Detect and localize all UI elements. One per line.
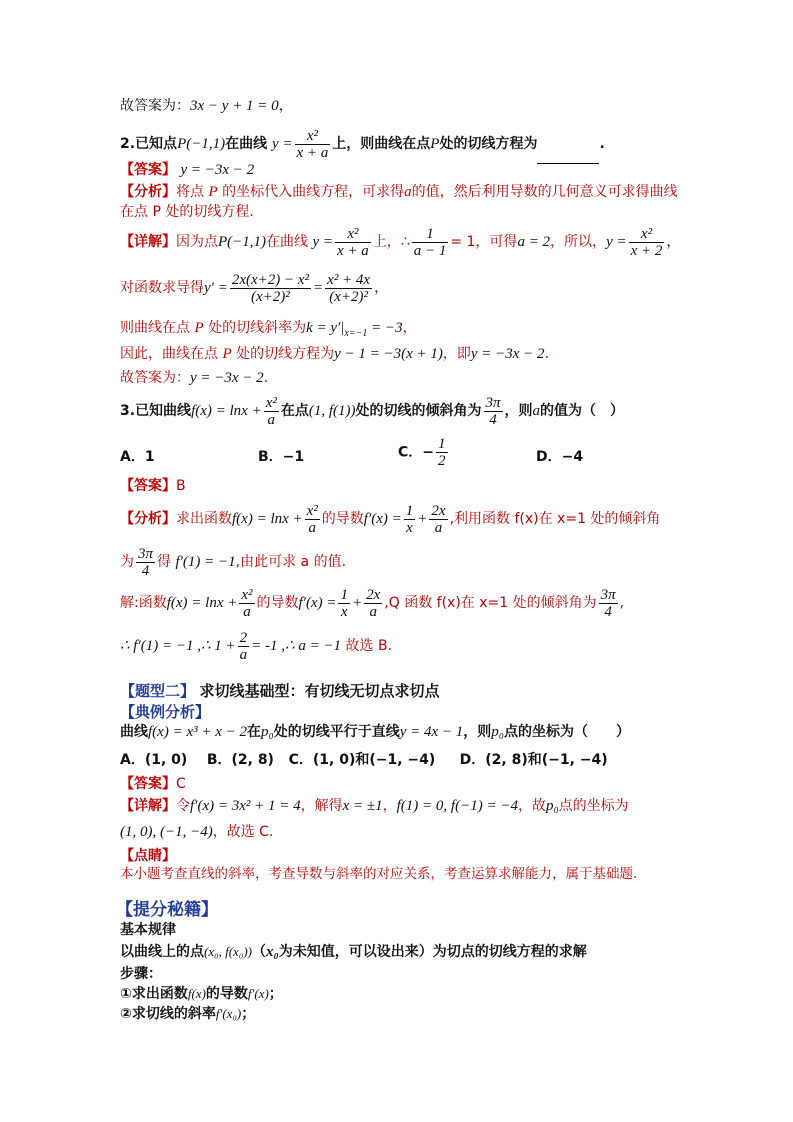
type2-answer: [120, 774, 186, 794]
text: 因为点: [176, 234, 218, 250]
detail-tag: 【详解】: [120, 798, 176, 814]
fraction: [230, 272, 311, 305]
text: ，即: [442, 346, 471, 362]
q2-answer: [120, 160, 254, 180]
text: ；: [241, 1006, 256, 1022]
math: ∴ f′(1) = −1 ,∴ 1 +: [120, 638, 236, 654]
analysis-tag: 【分析】: [120, 184, 176, 200]
numerator: 1: [340, 586, 348, 603]
numerator: 3π: [485, 394, 501, 411]
answer-blank: [537, 149, 599, 164]
math: f′(x) = 3x² + 1 = 4: [190, 798, 301, 814]
option-c: C．(1, 0)和(−1, −4): [288, 752, 436, 768]
option-a: A．(1, 0): [120, 752, 188, 768]
comment-text: [120, 864, 637, 884]
answer-value: C: [176, 776, 186, 792]
q2-detail-3: 则曲线在点 P 处的切线斜率为$k = y'|_{x=-1} = -3$，: [120, 320, 417, 339]
text: 本小题考查直线的斜率，考查导数与斜率的对应关系，考查运算求解能力，属于基础题.: [120, 866, 638, 882]
prev-answer-line: [120, 96, 293, 116]
math: y =: [312, 234, 334, 250]
numerator: x² + 4x: [327, 271, 371, 288]
rule-step-2: [120, 1004, 255, 1024]
fraction: [338, 587, 350, 620]
text: 步骤：: [120, 966, 162, 982]
option-d: D．(2, 8)和(−1, −4): [459, 752, 608, 768]
q2-analysis-2: [120, 202, 254, 222]
text: 的导数: [321, 511, 364, 527]
q2-analysis-1: 【分析】将点 P 的坐标代入曲线方程，可求得a的值，然后利用导数的几何意义可求得曲线: [120, 184, 678, 200]
math: f′(x): [247, 986, 269, 1001]
math: P(−1,1): [177, 136, 226, 152]
text: 上，则曲线在点: [332, 136, 431, 152]
text: （: [252, 944, 267, 960]
text: ，: [278, 98, 293, 114]
text: 已知点: [135, 136, 178, 152]
math: f(x) = lnx +: [191, 403, 262, 419]
text: C．−: [398, 444, 435, 461]
option-d: D．−4: [536, 449, 584, 465]
text: 的值为（ ）: [540, 403, 625, 419]
text: 为: [120, 554, 134, 570]
answer-tag: 【答案】: [120, 776, 176, 792]
rule-step-1: [120, 984, 283, 1004]
fraction: [629, 226, 665, 259]
numerator: x²: [295, 128, 331, 145]
text: 的坐标代入曲线方程，可求得: [222, 184, 405, 200]
fraction: [335, 226, 371, 259]
math: y = −3x − 2: [190, 370, 264, 386]
rule-title: [120, 920, 176, 940]
math: x=−1: [344, 327, 368, 339]
text: ，故: [517, 798, 546, 814]
text: ，所以，: [550, 234, 607, 250]
numerator: 3π: [138, 545, 154, 562]
q2-detail-1: [120, 222, 680, 262]
text: 处的切线方程为: [236, 346, 335, 362]
denominator: 4: [489, 411, 497, 428]
math: y = 4x − 1: [399, 724, 464, 740]
denominator: x: [406, 519, 413, 536]
text: 上，∴: [372, 234, 410, 250]
detail-tag: 【详解】: [120, 234, 176, 250]
answer-tag: 【答案】: [120, 162, 176, 178]
q3-analysis-2: [120, 542, 346, 582]
answer-value: B: [176, 478, 186, 494]
math: +: [417, 511, 428, 527]
fraction: [364, 587, 382, 620]
text: 在点: [280, 403, 309, 419]
question-number: 2.: [120, 136, 136, 152]
numerator: 2: [239, 629, 248, 646]
text: 因此，曲线在点: [120, 346, 218, 362]
answer-tag: 【答案】: [120, 478, 176, 494]
text: 在: [247, 724, 261, 740]
q3-analysis-1: [120, 498, 660, 540]
math: x = ±1: [342, 798, 383, 814]
math: P: [430, 136, 440, 152]
text: 为未知值，可以设出来）为切点的切线方程的求解: [278, 944, 587, 960]
fraction: [264, 395, 279, 428]
text: ,利用函数 f(x)在 x=1 处的倾斜角: [449, 511, 661, 527]
question-2: [120, 124, 605, 164]
numerator: 1: [438, 436, 446, 452]
text: ，则: [504, 403, 533, 419]
type2-question: [120, 722, 630, 742]
secret-heading: [116, 900, 218, 921]
text: 故答案为：: [120, 370, 190, 386]
math: y′ =: [204, 280, 228, 296]
math: f′(1) = −1: [175, 554, 236, 570]
denominator: a: [434, 519, 443, 536]
text: ，: [374, 280, 389, 296]
fraction: [305, 503, 320, 536]
type2-detail-2: [120, 822, 273, 842]
option-a: A．1: [120, 449, 155, 465]
math: (x₀, f(x₀)): [204, 944, 253, 959]
text: 已知曲线: [135, 403, 192, 419]
option-b: B．−1: [258, 449, 305, 465]
numerator: 2x: [366, 586, 381, 603]
analysis-tag: 【分析】: [120, 511, 176, 527]
math: f(x) = x³ + x − 2: [148, 724, 247, 740]
question-number: 3.: [120, 403, 136, 419]
math: = −3: [367, 320, 403, 336]
text: 故答案为：: [120, 98, 190, 114]
math: P(−1,1): [218, 234, 267, 250]
text: 曲线: [120, 724, 148, 740]
type2-detail-1: [120, 796, 629, 816]
text: 得: [157, 554, 172, 570]
math: =: [313, 280, 324, 296]
text: 的导数: [256, 595, 299, 611]
text: 在点 P 处的切线方程.: [120, 204, 254, 220]
text: 基本规律: [120, 922, 176, 938]
math: f(x) = lnx +: [166, 595, 238, 611]
fraction: [136, 546, 155, 579]
text: 令: [176, 798, 190, 814]
numerator: 1: [412, 226, 449, 243]
text: ，故选 C.: [212, 824, 274, 840]
text: ；: [268, 986, 283, 1002]
numerator: 3π: [600, 586, 616, 603]
question-3: [120, 390, 624, 432]
text: 求出函数: [176, 511, 232, 527]
math: x₀: [266, 944, 279, 960]
text: 则曲线在点: [120, 320, 190, 336]
text: ,: [619, 595, 625, 611]
fraction: [436, 436, 448, 469]
text: ,Q 函数 f(x)在 x=1 处的倾斜角为: [384, 595, 597, 611]
text: 处的切线方程为: [439, 136, 538, 152]
denominator: 4: [141, 562, 150, 579]
comment-heading: [120, 846, 176, 866]
denominator: a: [267, 411, 276, 428]
text: 的导数: [205, 986, 248, 1002]
math: +: [351, 595, 363, 611]
text: ,由此可求 a 的值.: [235, 554, 347, 570]
option-c: [398, 436, 450, 469]
typical-tag: 【典例分析】: [120, 703, 211, 721]
type2-options: [120, 750, 608, 770]
text: 处的切线平行于直线: [273, 724, 400, 740]
typical-analysis-heading: [120, 702, 210, 723]
text: 处的切线的倾斜角为: [355, 403, 482, 419]
fraction: [484, 395, 503, 428]
comment-tag: 【点睛】: [120, 848, 176, 864]
denominator: 2: [438, 453, 446, 469]
text: 点的坐标为: [558, 798, 629, 814]
text: 在曲线: [225, 136, 268, 152]
text: ，解得: [300, 798, 343, 814]
text: 点的坐标为（ ）: [504, 724, 630, 740]
fraction: [412, 226, 449, 259]
text: 处的切线斜率为: [208, 320, 307, 336]
text: ，: [382, 798, 397, 814]
math: y =: [271, 136, 293, 152]
denominator: a: [308, 519, 316, 536]
section-title: 求切线基础型：有切线无切点求切点: [199, 682, 440, 700]
numerator: x²: [335, 226, 371, 243]
math: f(x): [187, 986, 206, 1001]
text: .: [263, 370, 269, 386]
section-heading-type2: [120, 681, 439, 702]
q3-answer: [120, 476, 186, 496]
fraction: [325, 272, 372, 305]
fraction: [238, 630, 250, 663]
numerator: x²: [306, 502, 318, 519]
text: 将点: [176, 184, 204, 200]
text: ②求切线的斜率: [120, 1006, 216, 1022]
math: k = y′|: [306, 320, 345, 336]
fraction: [429, 503, 447, 536]
math: y − 1 = −3(x + 1): [334, 346, 443, 362]
numerator: 2x(x+2) − x²: [231, 271, 310, 288]
text: 故选 B.: [341, 638, 393, 654]
math: (1, 0), (−1, −4): [120, 824, 213, 840]
denominator: 4: [604, 603, 612, 620]
text: 以曲线上的点: [120, 944, 204, 960]
math: f′(x₀): [215, 1006, 242, 1021]
text: 对函数求导得: [120, 280, 204, 296]
text: ，则: [463, 724, 492, 740]
text: 解:函数: [120, 595, 167, 611]
fraction: [239, 587, 254, 620]
fraction: [295, 128, 331, 161]
denominator: (x+2)²: [329, 288, 369, 305]
numerator: 2x: [431, 502, 446, 519]
math: p₀: [261, 724, 274, 740]
math: a: [532, 403, 541, 419]
q3-solution-1: [120, 582, 624, 624]
math: p₀: [491, 724, 504, 740]
rule-line-1: [120, 942, 587, 962]
option-b: B．(2, 8): [206, 752, 274, 768]
numerator: x²: [265, 394, 277, 411]
math: f′(x) =: [363, 511, 402, 527]
text: .: [599, 136, 605, 152]
numerator: 1: [405, 502, 414, 519]
math: y =: [606, 234, 627, 250]
text: 在曲线: [266, 234, 309, 250]
denominator: x: [340, 603, 348, 620]
denominator: a: [243, 603, 251, 620]
q3-solution-2: [120, 626, 392, 666]
text: ，: [666, 234, 681, 250]
q2-detail-4: 因此，曲线在点 P 处的切线方程为y − 1 = −3(x + 1)，即y = −3x − 2.: [120, 346, 550, 362]
math: f(x) = lnx +: [232, 511, 303, 527]
text: 的值，然后利用导数的几何意义可求得曲线: [411, 184, 678, 200]
numerator: x²: [241, 586, 253, 603]
denominator: x + a: [296, 144, 329, 161]
text: = 1，可得: [450, 234, 518, 250]
math: = -1 ,∴ a = −1: [251, 638, 342, 654]
math: y = −3x − 2: [470, 346, 545, 362]
secret-title: 【提分秘籍】: [116, 900, 218, 920]
fraction: [599, 587, 618, 620]
denominator: x + a: [337, 242, 369, 259]
text: ①求出函数: [120, 986, 188, 1002]
denominator: x + 2: [630, 242, 663, 259]
math: (1, f(1)): [308, 403, 356, 419]
q2-detail-2: [120, 264, 388, 312]
type-tag: 【题型二】: [120, 682, 196, 700]
text: ，: [402, 320, 417, 336]
math: 3x − y + 1 = 0: [190, 98, 279, 114]
rule-line-2: [120, 964, 162, 984]
numerator: x²: [629, 226, 665, 243]
math: p₀: [545, 798, 559, 814]
q2-detail-5: [120, 368, 268, 388]
math: a = 2: [517, 234, 551, 250]
denominator: (x+2)²: [251, 288, 290, 305]
denominator: a − 1: [413, 242, 447, 259]
math: y = −3x − 2: [180, 162, 255, 178]
math: f′(x) =: [298, 595, 337, 611]
denominator: a: [369, 603, 377, 620]
denominator: a: [239, 646, 248, 663]
text: .: [544, 346, 550, 362]
math: f(1) = 0, f(−1) = −4: [396, 798, 518, 814]
fraction: [404, 503, 416, 536]
